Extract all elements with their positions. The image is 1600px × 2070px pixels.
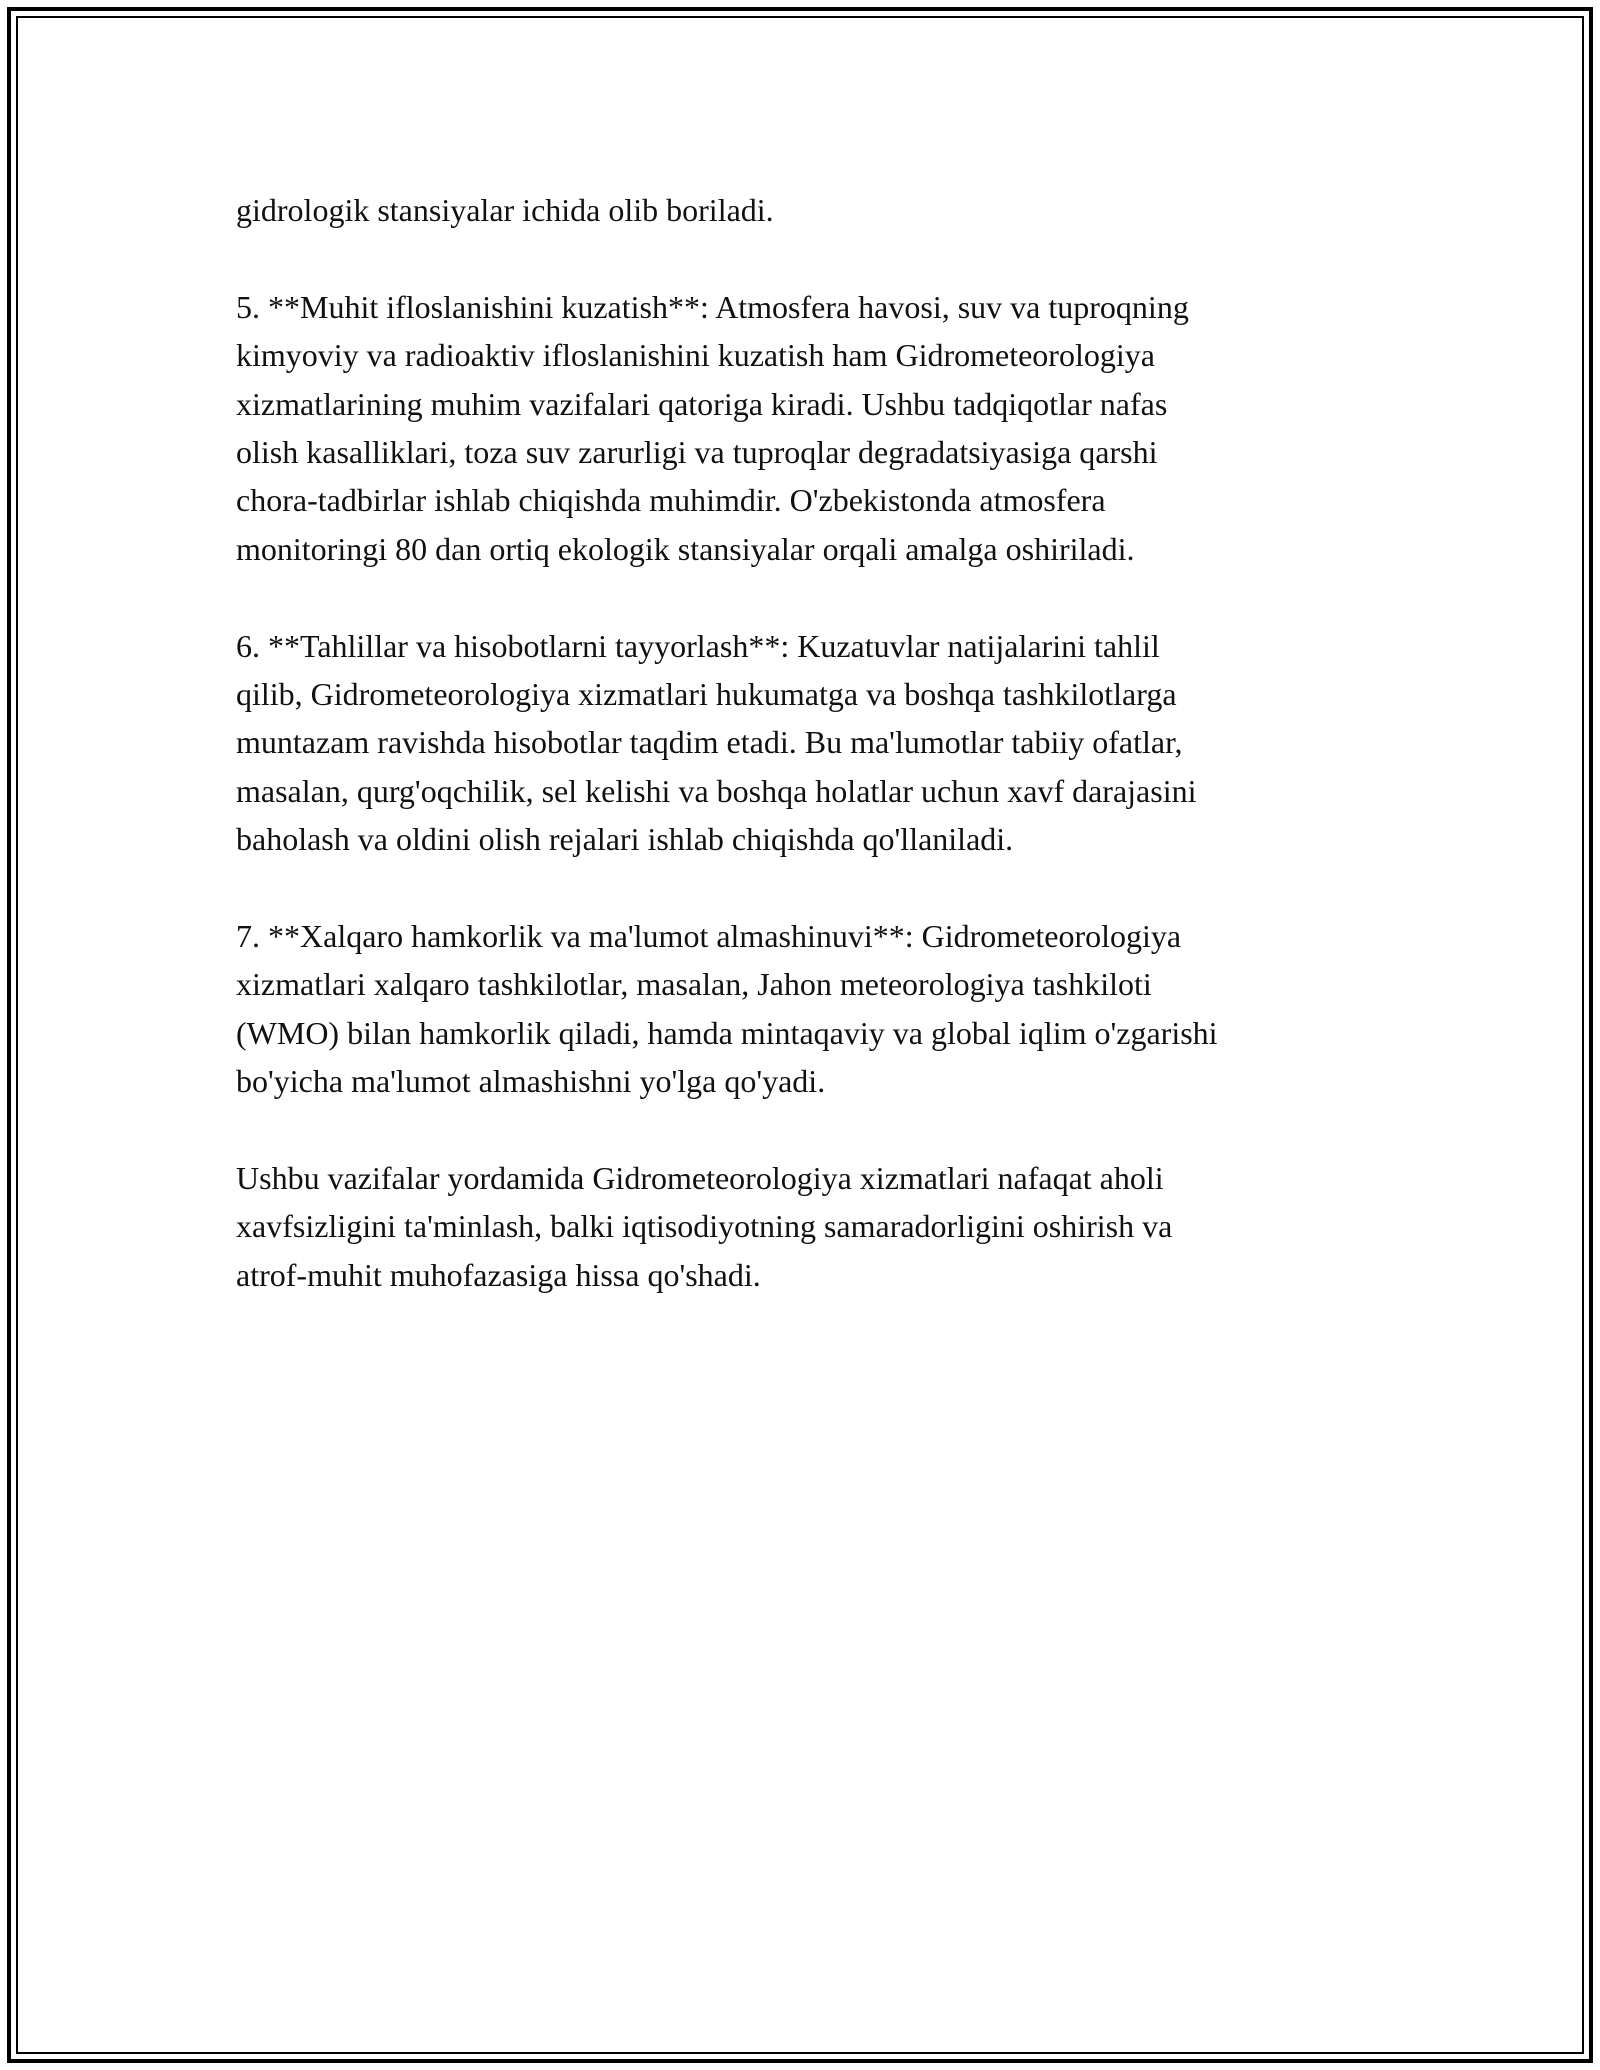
paragraph-item-6-analysis-reports: 6. **Tahlillar va hisobotlarni tayyorlash**: Kuzatuvlar natijalarini tahlil qilib, Gidrometeorologiya xizmatlari hukumatga va boshqa tashkilotlarga muntazam ravishda hisobotlar taqdim etadi. Bu ma'lumotlar tabiiy ofatlar, masalan, qurg'oqchilik, sel kelishi va boshqa holatlar uchun xavf darajasini baholash va oldini olish rejalari ishlab chiqishda qo'llaniladi. — [236, 627, 1197, 858]
paragraph-item-5-pollution-monitoring: 5. **Muhit ifloslanishini kuzatish**: Atmosfera havosi, suv va tuproqning kimyoviy va radioaktiv ifloslanishini kuzatish ham Gidrometeorologiya xizmatlarining muhim vazifalari qatoriga kiradi. Ushbu tadqiqotlar nafas olish kasalliklari, toza suv zarurligi va tuproqlar degradatsiyasiga qarshi chora-tadbirlar ishlab chiqishda muhimdir. O'zbekistonda atmosfera monitoringi 80 dan ortiq ekologik stansiyalar orqali amalga oshiriladi. — [236, 288, 1189, 567]
paragraph-item-7-international-cooperation: 7. **Xalqaro hamkorlik va ma'lumot almashinuvi**: Gidrometeorologiya xizmatlari xalqaro tashkilotlar, masalan, Jahon meteorologiya tashkiloti (WMO) bilan hamkorlik qiladi, hamda mintaqaviy va global iqlim o'zgarishi bo'yicha ma'lumot almashishni yo'lga qo'yadi. — [236, 918, 1218, 1100]
document-body — [236, 186, 1366, 1348]
paragraph-conclusion: Ushbu vazifalar yordamida Gidrometeorologiya xizmatlari nafaqat aholi xavfsizligini ta'minlash, balki iqtisodiyotning samaradorligini oshirish va atrof-muhit muhofazasiga hissa qo'shadi. — [236, 1160, 1173, 1293]
paragraph-continuation: gidrologik stansiyalar ichida olib boriladi. — [236, 192, 774, 228]
